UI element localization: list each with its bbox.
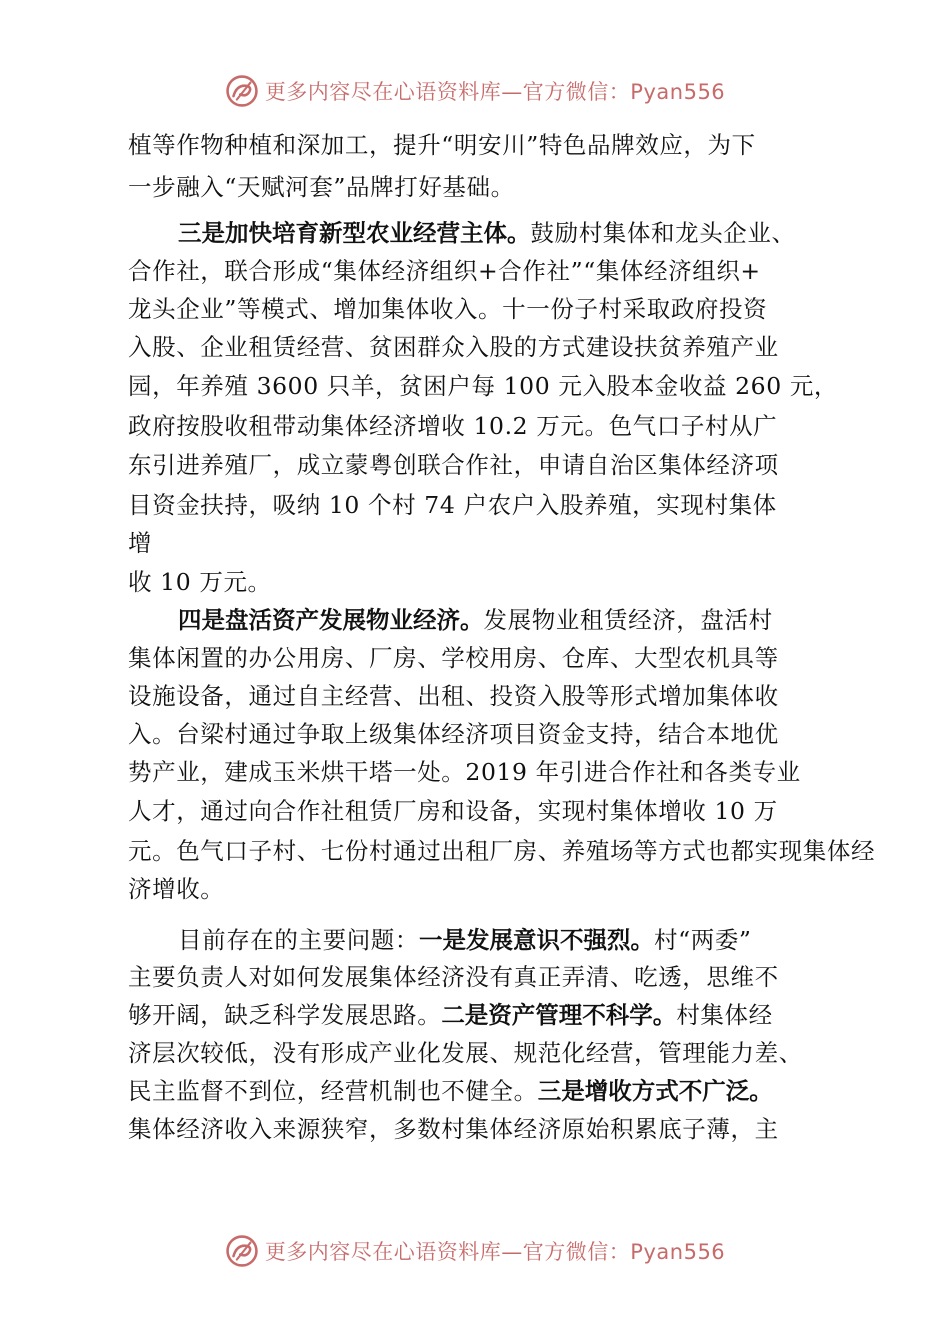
text-line: 济增收。 [128, 875, 225, 903]
text-line: 主要负责人对如何发展集体经济没有真正弄清、吃透，思维不 [128, 963, 779, 991]
problems-intro: 目前存在的主要问题： [178, 926, 419, 954]
problem-3-line [128, 1076, 773, 1106]
text-line: 目资金扶持，吸纳 10 个村 74 户农户入股养殖，实现村集体 [128, 491, 777, 519]
text-line: 植等作物种植和深加工，提升“明安川”特色品牌效应，为下 [128, 131, 756, 159]
text-segment: 够开阔，缺乏科学发展思路。 [128, 1001, 442, 1029]
footer-watermark [0, 1234, 950, 1268]
header-watermark [0, 74, 950, 108]
problem-3-heading: 三是增收方式不广泛。 [537, 1077, 773, 1105]
text-line: 济层次较低，没有形成产业化发展、规范化经营，管理能力差、 [128, 1039, 803, 1067]
text-line: 收 10 万元。 [128, 568, 272, 596]
cloud-swirl-logo-icon [225, 1234, 259, 1268]
paragraph-3-first-line [178, 218, 796, 248]
text-line: 设施设备，通过自主经营、出租、投资入股等形式增加集体收 [128, 682, 779, 710]
paragraph-4-heading: 四是盘活资产发展物业经济。 [178, 606, 484, 634]
text-line: 人才，通过向合作社租赁厂房和设备，实现村集体增收 10 万 [128, 797, 778, 825]
text-line: 东引进养殖厂，成立蒙粤创联合作社，申请自治区集体经济项 [128, 451, 779, 479]
problem-1-text: 村“两委” [654, 926, 752, 954]
watermark-text: 更多内容尽在心语资料库—官方微信：Pyan556 [264, 1240, 726, 1264]
problem-2-heading: 二是资产管理不科学。 [441, 1001, 677, 1029]
text-line: 政府按股收租带动集体经济增收 10.2 万元。色气口子村从广 [128, 412, 778, 440]
text-line: 集体闲置的办公用房、厂房、学校用房、仓库、大型农机具等 [128, 644, 779, 672]
text-line: 龙头企业”等模式、增加集体收入。十一份子村采取政府投资 [128, 295, 768, 323]
paragraph-4-first-line [178, 605, 773, 635]
watermark-text: 更多内容尽在心语资料库—官方微信：Pyan556 [264, 80, 726, 104]
text-line: 集体经济收入来源狭窄，多数村集体经济原始积累底子薄，主 [128, 1115, 779, 1143]
text-line: 入。台梁村通过争取上级集体经济项目资金支持，结合本地优 [128, 720, 779, 748]
text-segment: 民主监督不到位，经营机制也不健全。 [128, 1077, 538, 1105]
text-line: 增 [128, 529, 153, 557]
text-line: 一步融入“天赋河套”品牌打好基础。 [128, 173, 515, 201]
text-line: 入股、企业租赁经营、贫困群众入股的方式建设扶贫养殖产业 [128, 333, 779, 361]
text-line: 元。色气口子村、七份村通过出租厂房、养殖场等方式也都实现集体经 [128, 837, 876, 865]
cloud-swirl-logo-icon [225, 74, 259, 108]
paragraph-3-heading: 三是加快培育新型农业经营主体。 [178, 219, 531, 247]
problem-2-line [128, 1000, 773, 1030]
paragraph-4-text: 发展物业租赁经济，盘活村 [483, 606, 773, 634]
problem-2-text: 村集体经 [676, 1001, 773, 1029]
text-line: 园，年养殖 3600 只羊，贫困户每 100 元入股本金收益 260 元， [128, 372, 839, 400]
text-line: 合作社，联合形成“集体经济组织+合作社”“集体经济组织+ [128, 257, 761, 285]
text-line: 势产业，建成玉米烘干塔一处。2019 年引进合作社和各类专业 [128, 758, 801, 786]
problems-first-line [178, 925, 752, 955]
problem-1-heading: 一是发展意识不强烈。 [419, 926, 654, 954]
paragraph-3-text: 鼓励村集体和龙头企业、 [530, 219, 796, 247]
